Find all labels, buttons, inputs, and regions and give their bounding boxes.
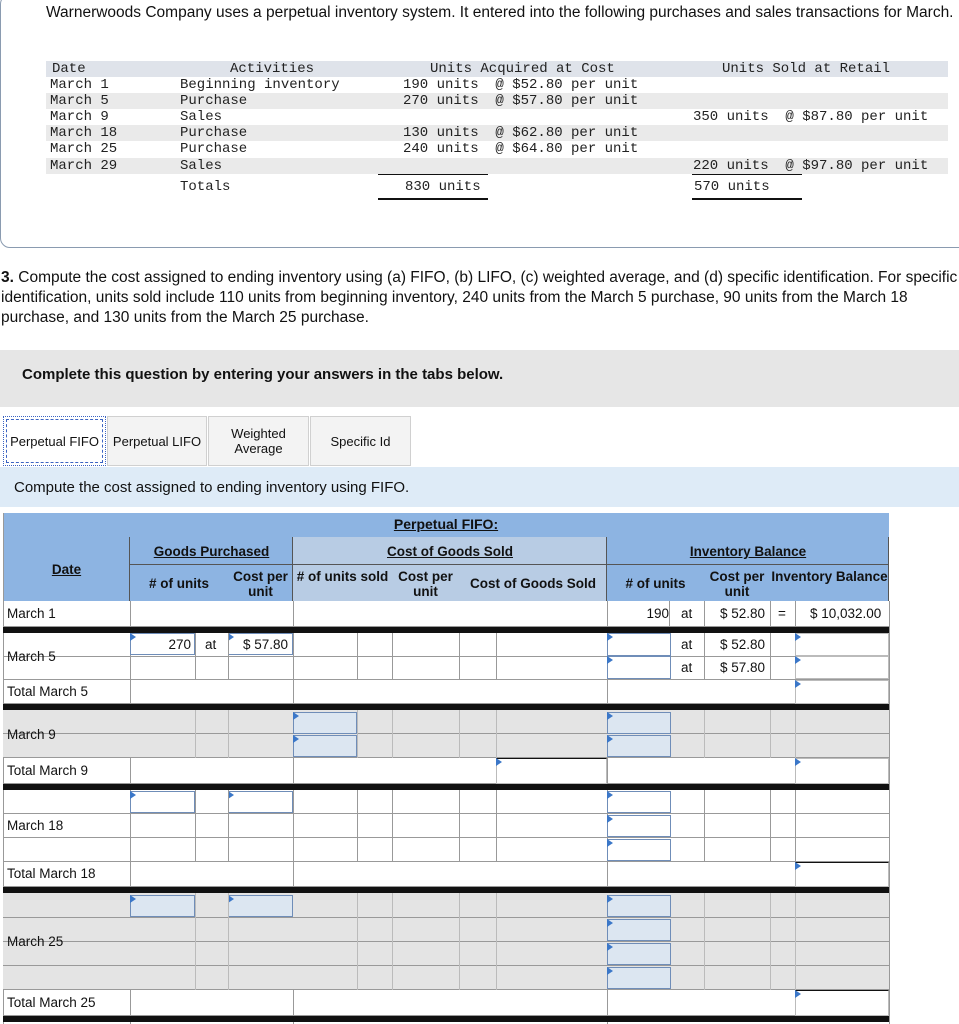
row-label-march25: March 25 (7, 934, 64, 949)
row-acquired: 190 units @ $52.80 per unit (403, 77, 639, 93)
double-underline (692, 198, 802, 200)
complete-banner (0, 350, 959, 407)
march25-purchase-cost-input[interactable] (228, 895, 293, 917)
total-march25-balance-input[interactable] (795, 990, 889, 1016)
row-acquired: 130 units @ $62.80 per unit (403, 125, 639, 141)
row-label-total-march9: Total March 9 (7, 763, 89, 778)
grid-line (795, 601, 796, 627)
march5-purchase-units: 270 (168, 637, 191, 652)
total-march5-balance-input[interactable] (795, 680, 889, 704)
row-label-total-march25: Total March 25 (7, 995, 96, 1010)
grid-line (357, 790, 358, 862)
grid-line (392, 790, 393, 862)
grid-line (770, 633, 771, 680)
totals-sold: 570 units (694, 179, 770, 195)
march25-balance-units-3-input[interactable] (607, 943, 671, 965)
grid-line (795, 710, 796, 758)
march25-balance-units-2-input[interactable] (607, 919, 671, 941)
march18-purchase-units-input[interactable] (130, 791, 195, 813)
march18-balance-units-1-input[interactable] (607, 791, 671, 813)
row-label-total-march5: Total March 5 (7, 684, 89, 699)
tab-specific-id[interactable]: Specific Id (310, 416, 411, 466)
row-date: March 9 (50, 109, 109, 125)
march5-bal-cost2: $ 57.80 (720, 660, 766, 675)
col-balance-units: # of units (625, 576, 686, 591)
instruction-banner (0, 467, 959, 507)
grid-line (459, 893, 460, 990)
header-units-acquired: Units Acquired at Cost (430, 61, 615, 77)
table-row (3, 814, 889, 838)
march9-units-sold-2-input[interactable] (293, 735, 357, 757)
row-label-march5: March 5 (7, 649, 56, 664)
header-units-sold: Units Sold at Retail (722, 61, 891, 77)
march5-bal-at1: at (681, 637, 693, 652)
grid-line (770, 790, 771, 862)
march25-balance-units-1-input[interactable] (607, 895, 671, 917)
grid-line (195, 633, 196, 680)
march5-bal-cost1: $ 52.80 (720, 637, 766, 652)
row-acquired: 270 units @ $57.80 per unit (403, 93, 639, 109)
col-cost-of-goods-sold: Cost of Goods Sold (470, 576, 596, 591)
row-activity: Purchase (180, 141, 248, 157)
grid-line (357, 893, 358, 990)
grid-line (704, 633, 705, 680)
data-row (46, 93, 948, 109)
grid-line (459, 790, 460, 862)
grid-line (228, 893, 229, 990)
march18-balance-units-3-input[interactable] (607, 839, 671, 861)
row-sold: 220 units @ $97.80 per unit (693, 158, 929, 174)
table-row (3, 966, 889, 990)
col-units-sold: # of units sold (296, 569, 389, 584)
worksheet-title-text: Perpetual FIFO: (393, 516, 499, 532)
grid-line (392, 633, 393, 680)
total-row (3, 758, 889, 784)
totals-acquired: 830 units (405, 179, 481, 195)
tab-perpetual-lifo[interactable]: Perpetual LIFO (107, 416, 207, 466)
march18-balance-units-2-input[interactable] (607, 815, 671, 837)
march5-balance-2-input[interactable] (795, 656, 889, 679)
march1-at: at (681, 606, 693, 621)
march5-bal-at2: at (681, 660, 693, 675)
table-row (3, 838, 889, 862)
table-row (3, 918, 889, 942)
grid-line (195, 893, 196, 990)
row-activity: Sales (180, 158, 223, 174)
data-row (46, 158, 948, 174)
group-cost-of-goods-sold: Cost of Goods Sold (387, 544, 513, 559)
row-activity: Beginning inventory (180, 77, 340, 93)
grid-line (770, 601, 771, 627)
total-row (3, 990, 889, 1016)
col-inventory-balance: Inventory Balance (771, 569, 888, 584)
grid-line (357, 710, 358, 758)
table-row (3, 734, 889, 758)
grid-line (392, 893, 393, 990)
march1-balance-units: 190 (646, 606, 669, 621)
table-row (3, 710, 889, 734)
row-date: March 1 (50, 77, 109, 93)
grid-line (195, 710, 196, 758)
grid-line (228, 710, 229, 758)
data-row (46, 141, 948, 157)
grid-line (459, 710, 460, 758)
total-row (3, 680, 889, 704)
grid-line (496, 633, 497, 680)
grid-line (496, 710, 497, 758)
totals-label: Totals (180, 179, 231, 195)
complete-text: Complete this question by entering your answers in the tabs below. (22, 366, 504, 383)
question-body: Compute the cost assigned to ending inventory using (a) FIFO, (b) LIFO, (c) weighted average, and (d) specific identification. For specific identification, units sold include 110 units from beginning inventory, 240 units from the March 5 purchase, 90 units from the March 18 purchase, and 130 units from the March 25 purchase. (1, 269, 958, 326)
grid-line (496, 893, 497, 990)
header-activities: Activities (230, 61, 315, 77)
total-march18-balance-input[interactable] (795, 862, 889, 887)
tab-weighted-average-label: Weighted Average (231, 426, 286, 456)
march5-balance-1-input[interactable] (795, 633, 889, 656)
totals-row (46, 179, 948, 195)
row-date: March 29 (50, 158, 118, 174)
group-goods-purchased: Goods Purchased (153, 544, 270, 559)
data-row (46, 109, 948, 125)
tab-weighted-average[interactable] (208, 416, 309, 466)
march9-balance-units-1-input[interactable] (607, 712, 671, 734)
march9-balance-units-2-input[interactable] (607, 735, 671, 757)
march1-cost: $ 52.80 (720, 606, 766, 621)
grid-line (704, 790, 705, 862)
grid-line (195, 790, 196, 862)
grid-line (770, 710, 771, 758)
grid-line (770, 893, 771, 990)
grid-line (704, 601, 705, 627)
row-activity: Purchase (180, 93, 248, 109)
grid-line (357, 633, 358, 680)
grid-line (459, 633, 460, 680)
march5-balance-units-2-input[interactable] (607, 656, 671, 679)
grid-line (704, 710, 705, 758)
instruction-text: Compute the cost assigned to ending inventory using FIFO. (14, 479, 410, 496)
row-label-march1: March 1 (7, 606, 56, 621)
total-march9-balance-input[interactable] (795, 758, 889, 784)
march5-at: at (205, 637, 217, 652)
row-activity: Purchase (180, 125, 248, 141)
grid-line (228, 790, 229, 862)
march18-purchase-cost-input[interactable] (228, 791, 293, 813)
section-divider (3, 1016, 889, 1022)
march5-purchase-cost: $ 57.80 (243, 637, 289, 652)
march25-purchase-units-input[interactable] (130, 895, 195, 917)
row-acquired: 240 units @ $64.80 per unit (403, 141, 639, 157)
col-cogs-cost: Cost per unit (398, 569, 453, 599)
march1-equals: = (778, 606, 786, 621)
grid-line (795, 893, 796, 990)
row-label-total-march18: Total March 18 (7, 866, 96, 881)
problem-intro: Warnerwoods Company uses a perpetual inventory system. It entered into the following purchases and sales transactions for March. (46, 4, 954, 21)
question-text (1, 268, 959, 328)
march25-balance-units-4-input[interactable] (607, 967, 671, 989)
table-row (3, 942, 889, 966)
grid-line (392, 710, 393, 758)
col-balance-cost: Cost per unit (709, 569, 765, 599)
grid-line (889, 601, 890, 1024)
divider (692, 174, 802, 175)
row-date: March 25 (50, 141, 118, 157)
header-date: Date (52, 61, 86, 77)
col-purchased-cost: Cost per unit (233, 569, 288, 599)
group-inventory-balance: Inventory Balance (689, 544, 807, 559)
data-row (46, 77, 948, 93)
row-date: March 18 (50, 125, 118, 141)
grid-line (669, 601, 670, 627)
grid-line (795, 790, 796, 862)
divider (378, 174, 488, 175)
march1-balance: $ 10,032.00 (810, 606, 882, 621)
tab-perpetual-fifo[interactable]: Perpetual FIFO (3, 416, 106, 466)
data-table-header (46, 61, 948, 77)
double-underline (378, 198, 488, 200)
grid-line (704, 893, 705, 990)
row-date: March 5 (50, 93, 109, 109)
col-date: Date (51, 562, 82, 577)
march5-balance-units-1-input[interactable] (607, 633, 671, 656)
row-label-march18: March 18 (7, 818, 64, 833)
total-row (3, 862, 889, 887)
march9-units-sold-1-input[interactable] (293, 712, 357, 734)
total-march9-cogs-input[interactable] (496, 758, 607, 784)
row-activity: Sales (180, 109, 223, 125)
grid-line (228, 633, 229, 680)
question-number: 3. (1, 269, 14, 286)
col-purchased-units: # of units (149, 576, 209, 591)
row-label-march9: March 9 (7, 727, 56, 742)
row-sold: 350 units @ $87.80 per unit (693, 109, 929, 125)
data-row (46, 125, 948, 141)
grid-line (496, 790, 497, 862)
